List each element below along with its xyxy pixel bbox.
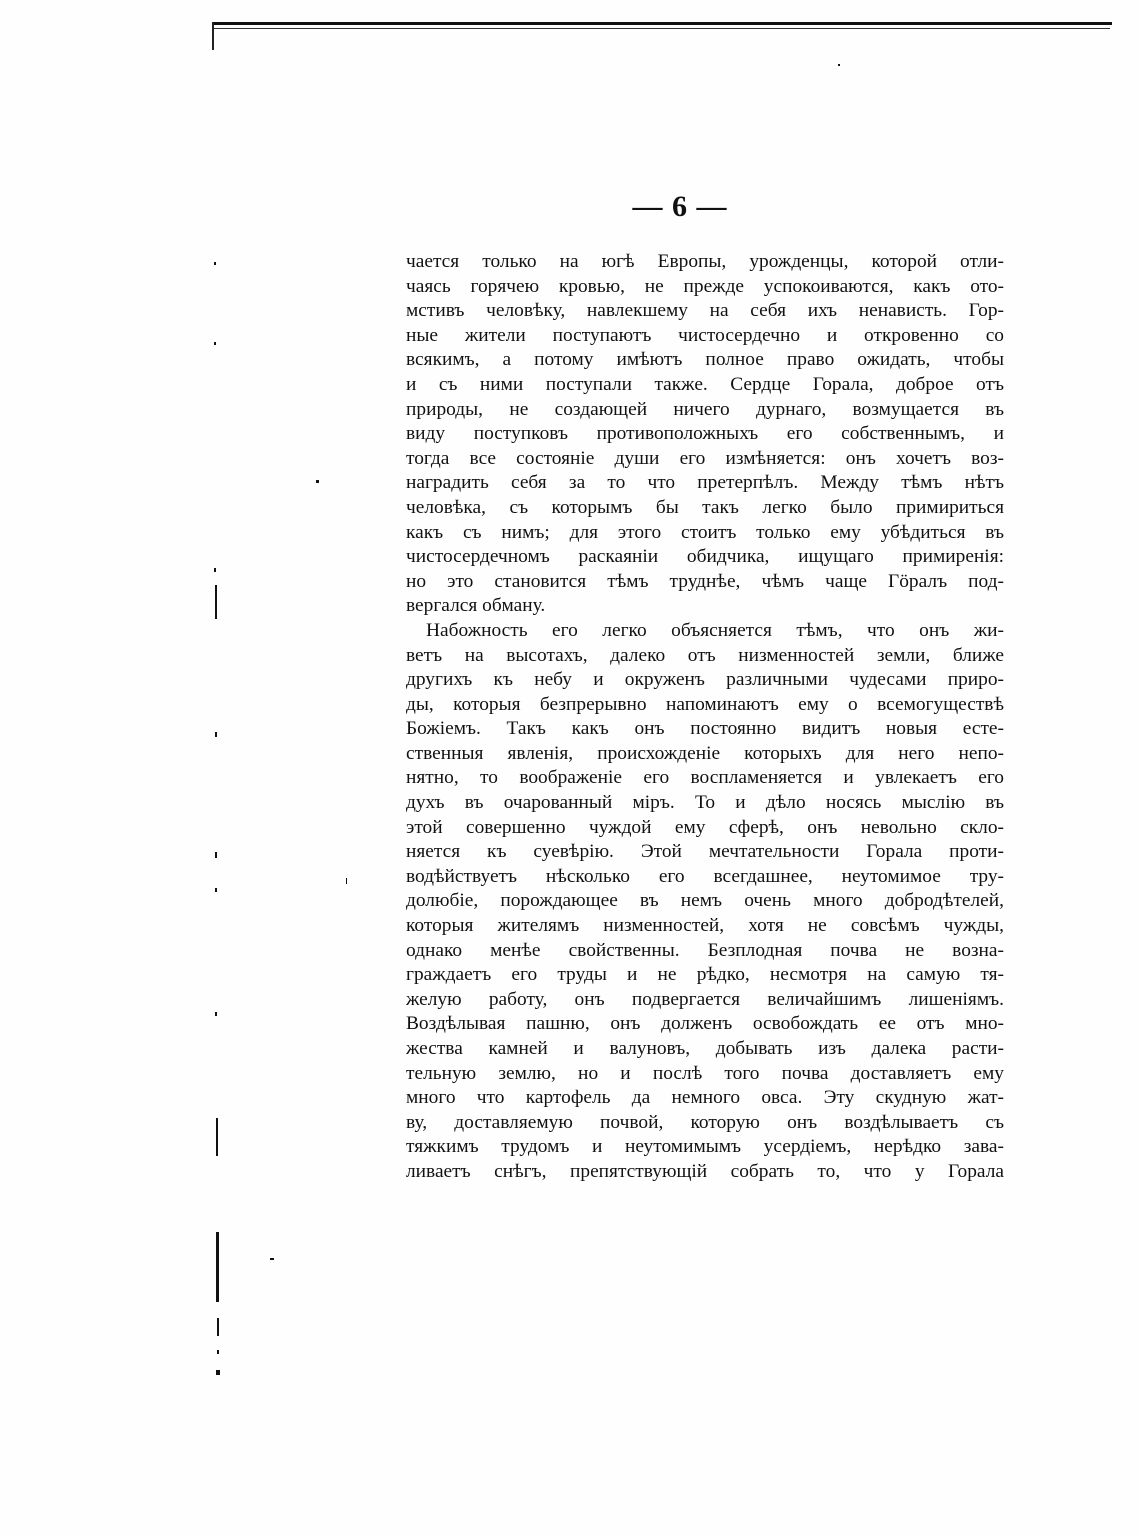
text-line: тяжкимъ трудомъ и неутомимымъ усердіемъ, нерѣдко зава- <box>406 1136 1004 1158</box>
text-line: наградить себя за то что претерпѣлъ. Между тѣмъ нѣтъ <box>406 472 1004 494</box>
body-text <box>406 250 1004 1185</box>
text-line: нятно, то воображеніе его воспламеняется и увлекаетъ его <box>406 767 1004 789</box>
text-line: виду поступковъ противоположныхъ его собственнымъ, и <box>406 423 1004 445</box>
text-line: чистосердечномъ раскаяніи обидчика, ищущаго примиренія: <box>406 546 1004 568</box>
text-line: граждаетъ его труды и не рѣдко, несмотря на самую тя- <box>406 964 1004 986</box>
text-line: ветъ на высотахъ, далеко отъ низменностей земли, ближе <box>406 644 1004 666</box>
text-line: мстивъ человѣку, навлекшему на себя ихъ ненависть. Гор- <box>406 300 1004 322</box>
text-line: которыя жителямъ низменностей, хотя не совсѣмъ чужды, <box>406 915 1004 937</box>
scan-speck <box>217 1350 219 1354</box>
scan-speck <box>216 1370 220 1375</box>
text-line: духъ въ очарованный міръ. То и дѣло носясь мыслію въ <box>406 792 1004 814</box>
text-line: человѣка, съ которымъ бы такъ легко было примириться <box>406 496 1004 518</box>
text-line: вергался обману. <box>406 595 546 617</box>
text-line: но это становится тѣмъ труднѣе, чѣмъ чаще Гöралъ под- <box>406 570 1004 592</box>
text-line: чаясь горячею кровью, не прежде успокоиваются, какъ ото- <box>406 275 1004 297</box>
text-line: всякимъ, а потому имѣютъ полное право ожидать, чтобы <box>406 349 1004 371</box>
top-border-corner <box>212 22 214 50</box>
text-line: Божіемъ. Такъ какъ онъ постоянно видитъ новыя естe- <box>406 718 1004 740</box>
top-border-rule-thin <box>212 28 1110 29</box>
page-number: — 6 — <box>632 190 728 223</box>
text-line: Набожность его легко объясняется тѣмъ, что онъ жи- <box>426 619 1004 641</box>
text-line: этой совершенно чуждой ему сферѣ, онъ невольно скло- <box>406 816 1004 838</box>
text-line: ды, которыя безпрерывно напоминаютъ ему о всемогуществѣ <box>406 693 1004 715</box>
scan-speck <box>215 888 217 892</box>
text-line: жества камней и валуновъ, добывать изъ далека расти- <box>406 1038 1004 1059</box>
text-line: природы, не создающей ничего дурнаго, возмущается въ <box>406 398 1004 420</box>
binding-mark <box>215 585 217 619</box>
text-line: какъ съ нимъ; для этого стоитъ только ему убѣдиться въ <box>406 521 1004 543</box>
text-line: чается только на югѣ Европы, урожденцы, которой отли- <box>406 251 1004 272</box>
scan-speck <box>215 852 217 858</box>
scan-speck <box>838 64 840 66</box>
top-border-rule <box>212 22 1112 25</box>
text-line: ственныя явленія, происхожденіе которыхъ для него непо- <box>406 742 1004 764</box>
text-line: долюбіе, порождающее въ немъ очень много добродѣтелей, <box>406 890 1004 912</box>
paragraph <box>406 250 1004 619</box>
text-line: ву, доставляемую почвой, которую онъ воздѣлываетъ съ <box>406 1111 1004 1133</box>
text-line: тогда все состояніе души его измѣняется: онъ хочетъ воз- <box>406 447 1004 469</box>
text-line: Воздѣлывая пашню, онъ долженъ освобождать ее отъ мно- <box>406 1013 1004 1035</box>
binding-mark <box>216 1118 218 1156</box>
text-line: и съ ними поступали также. Сердце Горала, доброе отъ <box>406 373 1004 395</box>
text-line: однако менѣе свойственны. Безплодная почва не возна- <box>406 939 1004 961</box>
scan-speck <box>214 342 216 345</box>
text-line: водѣйствуетъ нѣсколько его всегдашнее, неутомимое тру- <box>406 865 1004 887</box>
scan-speck <box>215 1012 217 1016</box>
text-line: другихъ къ небу и окруженъ различными чудесами приро- <box>406 669 1004 691</box>
scan-speck <box>214 568 216 572</box>
text-line: желую работу, онъ подвергается величайшимъ лишеніямъ. <box>406 988 1004 1010</box>
paragraph <box>406 619 1004 1185</box>
scan-speck <box>270 1258 274 1260</box>
text-line: много что картофель да немного овса. Эту скудную жат- <box>406 1087 1004 1109</box>
scan-speck <box>214 262 216 265</box>
binding-mark <box>216 1232 219 1302</box>
scan-speck <box>346 878 347 884</box>
scan-speck <box>215 732 217 737</box>
text-line: ные жители поступаютъ чистосердечно и откровенно со <box>406 324 1004 346</box>
text-line: ливаетъ снѣгъ, препятствующій собрать то, что у Горала <box>406 1160 1004 1182</box>
scan-speck <box>316 480 319 483</box>
binding-mark <box>217 1318 219 1336</box>
text-line: тельную землю, но и послѣ того почва доставляетъ ему <box>406 1062 1004 1084</box>
text-line: няется къ суевѣрію. Этой мечтательности Горала проти- <box>406 841 1004 863</box>
